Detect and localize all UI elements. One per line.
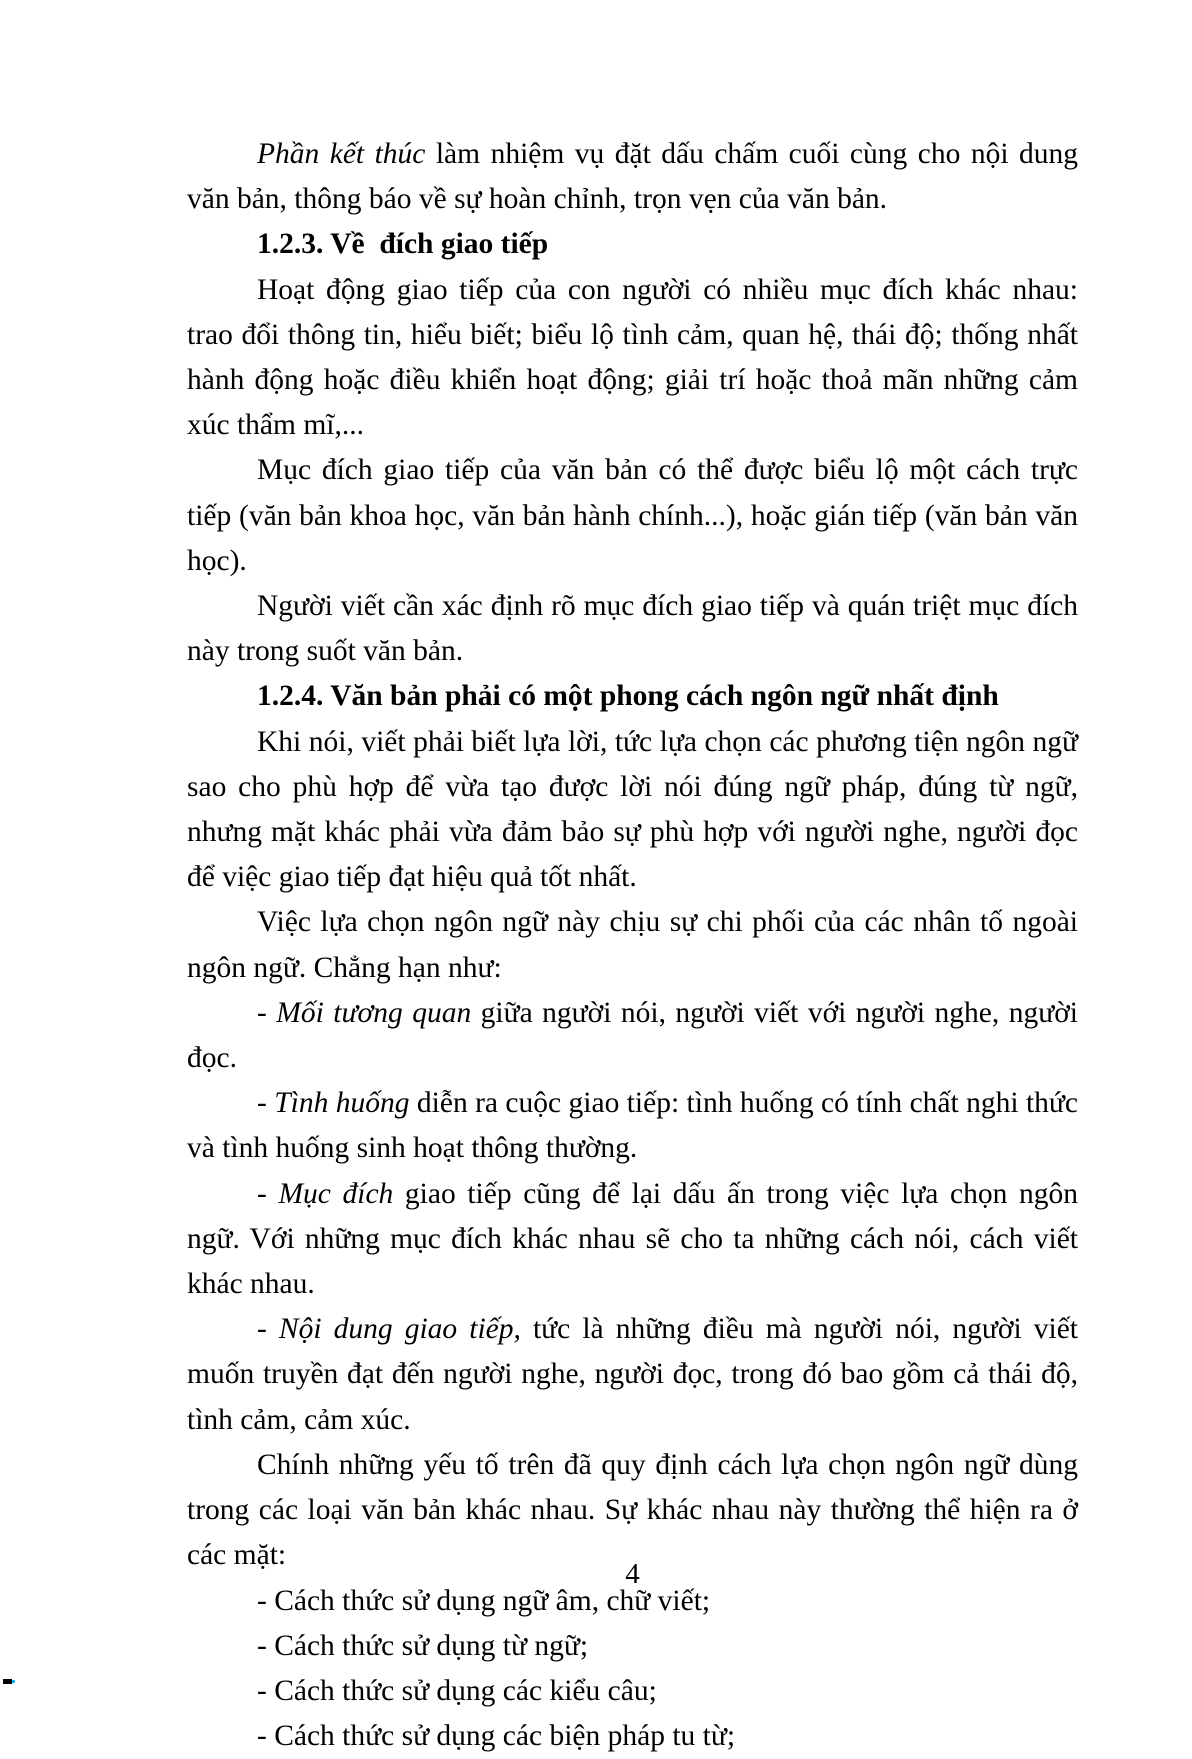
paragraph xyxy=(187,1172,1078,1308)
paragraph xyxy=(187,584,1078,674)
text-run: Hoạt động giao tiếp của con người có nhiều mục đích khác nhau: trao đổi thông tin, hiểu biết; biểu lộ tình cảm, quan hệ, thái độ; thống nhất hành động hoặc điều khiển hoạt động; giải trí hoặc thoả mãn những cảm xúc thẩm mĩ,... xyxy=(187,273,1078,442)
text-run: - Cách thức sử dụng từ ngữ; xyxy=(257,1629,589,1662)
page-footer xyxy=(187,1552,1078,1597)
section-heading xyxy=(187,222,1078,267)
text-run: giao tiếp cũng để lại dấu ấn trong việc lựa chọn ngôn ngữ. Với những mục đích khác nhau sẽ cho ta những cách nói, cách viết khác nhau. xyxy=(187,1177,1078,1301)
text-run: Người viết cần xác định rõ mục đích giao tiếp và quán triệt mục đích này trong suốt văn bản. xyxy=(187,590,1078,668)
paragraph xyxy=(187,1714,1078,1759)
paragraph xyxy=(187,991,1078,1081)
text-run: Nội dung giao tiếp, xyxy=(278,1313,521,1346)
text-run: Phần kết thúc xyxy=(257,138,426,170)
paragraph xyxy=(187,448,1078,584)
paragraph xyxy=(187,900,1078,990)
paragraph xyxy=(187,720,1078,901)
text-run: - Cách thức sử dụng các kiểu câu; xyxy=(257,1674,657,1707)
paragraph xyxy=(187,1624,1078,1669)
text-run: Khi nói, viết phải biết lựa lời, tức lựa chọn các phương tiện ngôn ngữ sao cho phù hợp để vừa tạo được lời nói đúng ngữ pháp, đúng từ ngữ, nhưng mặt khác phải vừa đảm bảo sự phù hợp với người nghe, người đọc để việc giao tiếp đạt hiệu quả tốt nhất. xyxy=(187,725,1078,894)
text-run: - xyxy=(257,1313,279,1346)
text-run: 1.2.3. Về đích giao tiếp xyxy=(257,228,549,261)
text-run: - xyxy=(257,996,277,1029)
paragraph xyxy=(187,1081,1078,1171)
document-body xyxy=(187,132,1078,1759)
section-heading xyxy=(187,674,1078,719)
text-run: làm nhiệm vụ đặt dấu chấm cuối cùng cho nội dung văn bản, thông báo về sự hoàn chỉnh, trọn vẹn của văn bản. xyxy=(187,138,1078,216)
page-number: 4 xyxy=(625,1558,640,1590)
text-run: - Cách thức sử dụng các biện pháp tu từ; xyxy=(257,1720,736,1753)
paragraph xyxy=(187,1307,1078,1443)
text-run: - xyxy=(257,1087,275,1120)
paragraph xyxy=(187,268,1078,449)
text-run: diễn ra cuộc giao tiếp: tình huống có tính chất nghi thức và tình huống sinh hoạt thông thường. xyxy=(187,1087,1078,1165)
text-run: Mục đích giao tiếp của văn bản có thể được biểu lộ một cách trực tiếp (văn bản khoa học, văn bản hành chính...), hoặc gián tiếp (văn bản văn học). xyxy=(187,454,1078,577)
text-run: Việc lựa chọn ngôn ngữ này chịu sự chi phối của các nhân tố ngoài ngôn ngữ. Chẳng hạn như: xyxy=(187,906,1078,984)
text-run: Mối tương quan xyxy=(276,996,472,1029)
text-run: Mục đích xyxy=(278,1177,394,1210)
scan-artifact-mark xyxy=(3,1679,12,1684)
text-run: 1.2.4. Văn bản phải có một phong cách ngôn ngữ nhất định xyxy=(257,680,999,713)
text-run: - xyxy=(257,1177,279,1210)
scan-artifact-accent xyxy=(12,1680,15,1683)
text-run: - Cách thức sử dụng ngữ âm, chữ viết; xyxy=(257,1584,711,1617)
text-run: Chính những yếu tố trên đã quy định cách lựa chọn ngôn ngữ dùng trong các loại văn bản khác nhau. Sự khác nhau này thường thể hiện ra ở các mặt: xyxy=(187,1448,1078,1572)
text-run: Tình huống xyxy=(274,1087,410,1120)
text-run: tức là những điều mà người nói, người viết muốn truyền đạt đến người nghe, người đọc, trong đó bao gồm cả thái độ, tình cảm, cảm xúc. xyxy=(187,1313,1078,1436)
paragraph xyxy=(187,132,1078,222)
text-run: giữa người nói, người viết với người nghe, người đọc. xyxy=(187,996,1078,1075)
paragraph xyxy=(187,1669,1078,1714)
